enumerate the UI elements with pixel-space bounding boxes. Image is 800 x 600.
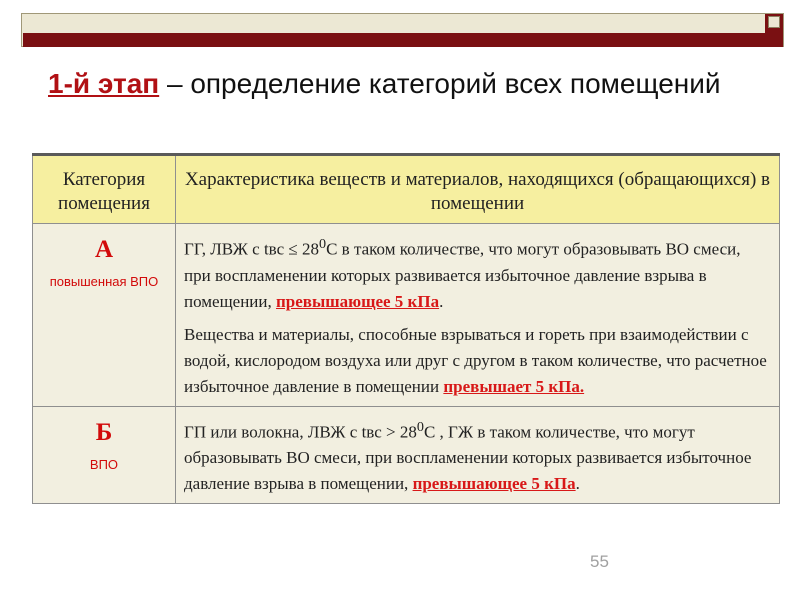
category-cell [33, 406, 176, 504]
desc-end: . [575, 474, 580, 494]
desc-text: ГП или волокна, ЛВЖ с tвс > 28 [184, 422, 417, 442]
corner-square-icon [765, 14, 783, 47]
desc-text: ГГ, ЛВЖ с tвс ≤ 28 [184, 239, 319, 259]
category-letter: А [94, 236, 114, 263]
category-note: ВПО [89, 456, 119, 472]
title-rest: – определение категорий всех помещений [159, 68, 721, 99]
desc-text-after: С , ГЖ в таком количестве, что могут образовывать ВО смеси, при воспламенении которых развивается избыточное давление взрыва в помещении, [184, 422, 752, 494]
desc-text-after: С в таком количестве, что могут образовывать ВО смеси, при воспламенении которых развивается избыточное давление взрыва в помещении, [184, 239, 741, 311]
description-paragraph [184, 414, 771, 498]
title-stage: 1-й этап [48, 68, 160, 99]
category-cell [33, 224, 176, 407]
description-cell [176, 224, 780, 407]
category-note: повышенная ВПО [49, 274, 159, 289]
table-row [33, 406, 780, 504]
description-cell [176, 406, 780, 504]
page-number: 55 [590, 552, 609, 571]
highlight-pressure: превышающее 5 кПа [412, 474, 576, 494]
highlight-pressure: превышает 5 кПа. [443, 376, 585, 396]
top-decorative-bar [21, 13, 784, 47]
description-paragraph [184, 322, 771, 400]
top-bar-band [23, 33, 765, 47]
desc-superscript: 0 [416, 418, 424, 435]
highlight-pressure: превышающее 5 кПа [276, 291, 440, 311]
desc-text: Вещества и материалы, способные взрываться и гореть при взаимодействии с водой, кислородом воздуха или друг с другом в таком количестве, что расчетное избыточное давление в помещении [184, 324, 767, 396]
slide-title [48, 66, 748, 102]
header-category: Категория помещения [33, 155, 176, 224]
header-characteristic: Характеристика веществ и материалов, находящихся (обращающихся) в помещении [176, 155, 780, 224]
categories-table [32, 153, 780, 504]
description-paragraph [184, 231, 771, 315]
table-row [33, 224, 780, 407]
table-header-row [33, 155, 780, 224]
desc-superscript: 0 [319, 236, 327, 252]
category-letter: Б [95, 418, 113, 446]
desc-end: . [439, 291, 444, 311]
